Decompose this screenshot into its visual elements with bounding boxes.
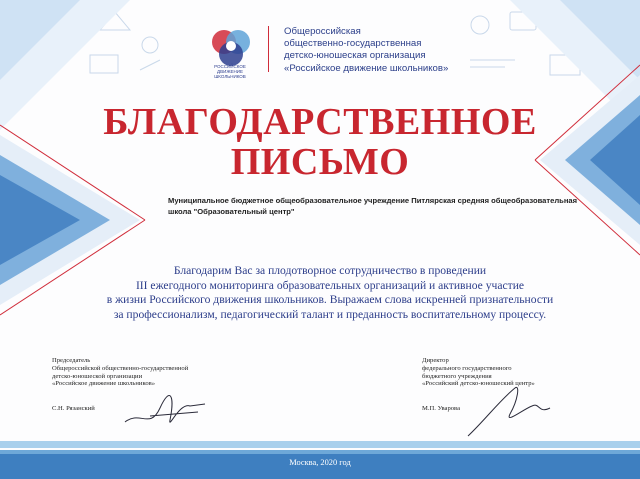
gratitude-line: Благодарим Вас за плодотворное сотрудничество в проведении [173,264,487,277]
signatory-line: детско-юношеской организации [52,372,143,380]
gratitude-line: в жизни Российского движения школьников. Выражаем слова искренней признательности [106,293,554,307]
signatory-line: Председатель [52,357,91,364]
gratitude-text [60,264,600,322]
organization-line: общественно-государственная [284,38,422,50]
organization-line: детско-юношеская организация [284,50,426,62]
recipient-line: школа "Образовательный центр" [168,207,295,216]
footer-place-date: Москва, 2020 год [289,458,351,467]
header-divider [268,26,269,72]
logo-caption-line: ШКОЛЬНИКОВ [214,74,246,79]
signature-right-image [460,380,560,442]
organization-name [284,26,448,75]
signatory-right-name: М.П. Уварова [422,405,460,412]
signatory-line: «Российский детско-юношеский центр» [422,380,535,388]
signatory-line: «Российское движение школьников» [52,380,156,388]
document-title: БЛАГОДАРСТВЕННОЕ [103,101,537,143]
logo-caption-line: ДВИЖЕНИЕ [217,69,243,74]
gratitude-line: за профессионализм, педагогический талант и преданность воспитательному процессу. [113,307,547,321]
recipient-name [168,195,628,217]
signatory-line: бюджетного учреждения [422,372,492,380]
signatory-line: Директор [422,357,449,364]
document-title-second-line: ПИСЬМО [230,141,410,183]
signatory-left-name: С.Н. Рязанский [52,405,95,412]
signatory-left-position [52,357,252,388]
organization-line: «Российское движение школьников» [284,62,449,74]
gratitude-line: III ежегодного мониторинга образовательных организаций и активное участие [135,278,525,292]
organization-line: Общероссийская [284,26,361,37]
logo-caption-line: РОССИЙСКОЕ [214,64,246,69]
logo-caption [200,64,260,79]
signature-left-image [120,390,210,432]
recipient-line: Муниципальное бюджетное общеобразовательное учреждение Питлярская средняя общеобразовательная [168,196,578,205]
footer-stripe-light [0,441,640,448]
signatory-line: федерального государственного [422,364,512,372]
signatory-line: Общероссийской общественно-государственной [52,364,189,372]
